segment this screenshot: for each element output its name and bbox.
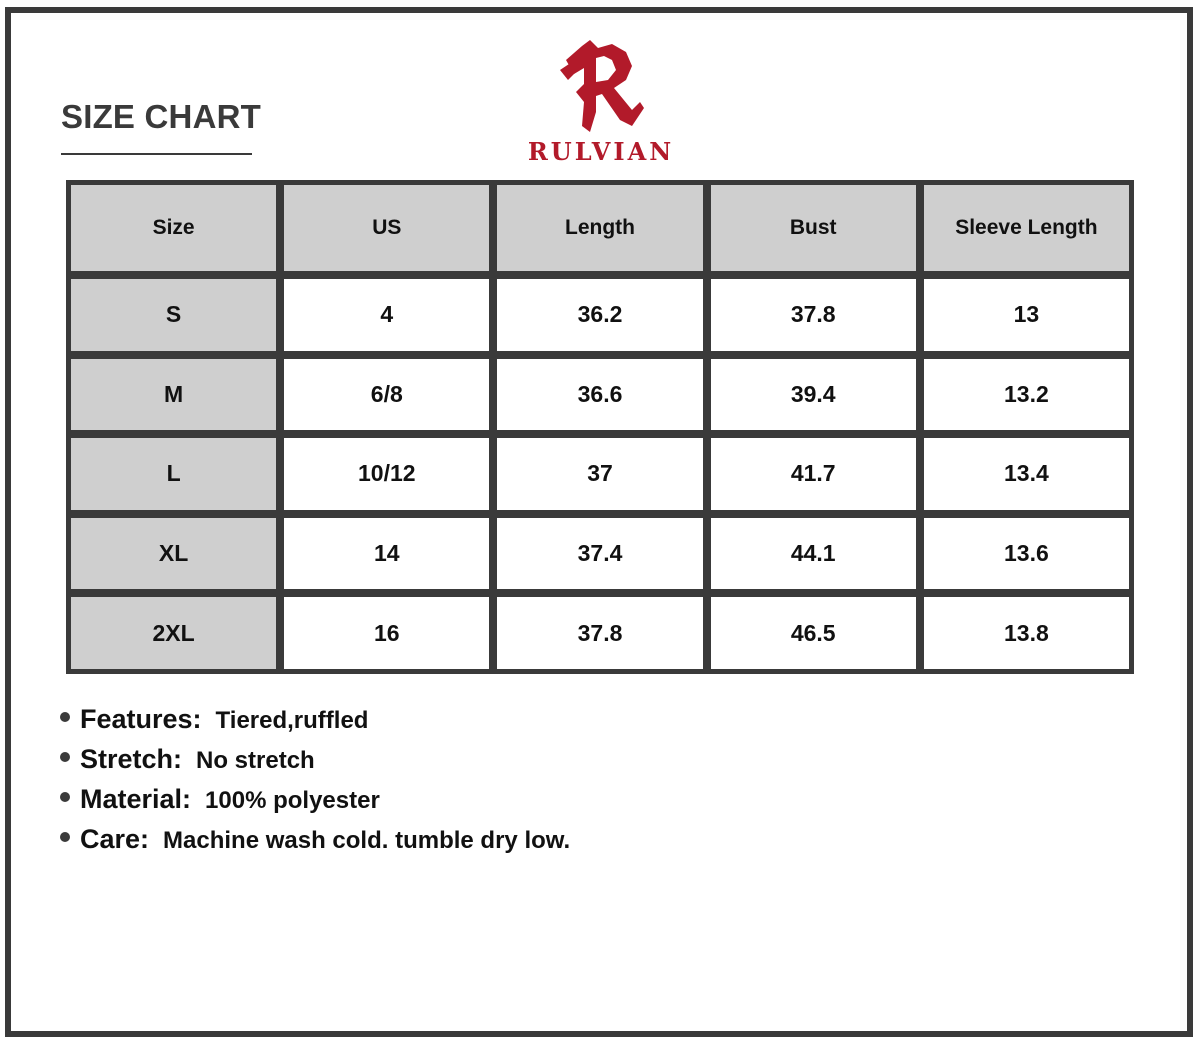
table-value-cell: 13.8 [924, 597, 1129, 669]
brand-r-icon [560, 40, 644, 132]
table-header-cell: Sleeve Length [924, 185, 1129, 271]
table-value-cell: 37.8 [497, 597, 702, 669]
table-value-cell: 10/12 [284, 438, 489, 510]
table-value-cell: 16 [284, 597, 489, 669]
table-size-cell: S [71, 279, 276, 351]
table-value-cell: 6/8 [284, 359, 489, 431]
table-header-cell: Bust [711, 185, 916, 271]
bullet-icon [60, 792, 70, 802]
spec-item [60, 704, 960, 744]
table-value-cell: 44.1 [711, 518, 916, 590]
size-chart-table [66, 180, 1134, 674]
table-header-cell: Size [71, 185, 276, 271]
table-value-cell: 36.2 [497, 279, 702, 351]
table-value-cell: 14 [284, 518, 489, 590]
table-value-cell: 37.4 [497, 518, 702, 590]
table-value-cell: 13.6 [924, 518, 1129, 590]
spec-value: No stretch [196, 747, 315, 774]
table-value-cell: 37 [497, 438, 702, 510]
table-value-cell: 4 [284, 279, 489, 351]
spec-item [60, 784, 960, 824]
table-value-cell: 37.8 [711, 279, 916, 351]
spec-item [60, 744, 960, 784]
product-specs-list [60, 704, 960, 864]
table-header-cell: US [284, 185, 489, 271]
table-value-cell: 13.4 [924, 438, 1129, 510]
table-value-cell: 36.6 [497, 359, 702, 431]
bullet-icon [60, 712, 70, 722]
spec-label: Stretch: [80, 744, 183, 774]
spec-label: Care: [80, 824, 150, 854]
spec-value: Tiered,ruffled [215, 707, 369, 734]
spec-value: 100% polyester [205, 787, 380, 814]
table-value-cell: 46.5 [711, 597, 916, 669]
brand-logo [520, 40, 682, 165]
brand-wordmark: RULVIAN [527, 137, 675, 166]
table-header-cell: Length [497, 185, 702, 271]
table-value-cell: 41.7 [711, 438, 916, 510]
page-title: SIZE CHART [61, 98, 261, 135]
bullet-icon [60, 752, 70, 762]
spec-value: Machine wash cold. tumble dry low. [163, 827, 571, 854]
table-value-cell: 39.4 [711, 359, 916, 431]
table-value-cell: 13.2 [924, 359, 1129, 431]
spec-label: Material: [80, 784, 192, 814]
table-size-cell: 2XL [71, 597, 276, 669]
spec-item [60, 824, 960, 864]
table-value-cell: 13 [924, 279, 1129, 351]
spec-label: Features: [80, 704, 202, 734]
title-underline [61, 153, 252, 155]
bullet-icon [60, 832, 70, 842]
table-size-cell: M [71, 359, 276, 431]
table-size-cell: XL [71, 518, 276, 590]
table-size-cell: L [71, 438, 276, 510]
